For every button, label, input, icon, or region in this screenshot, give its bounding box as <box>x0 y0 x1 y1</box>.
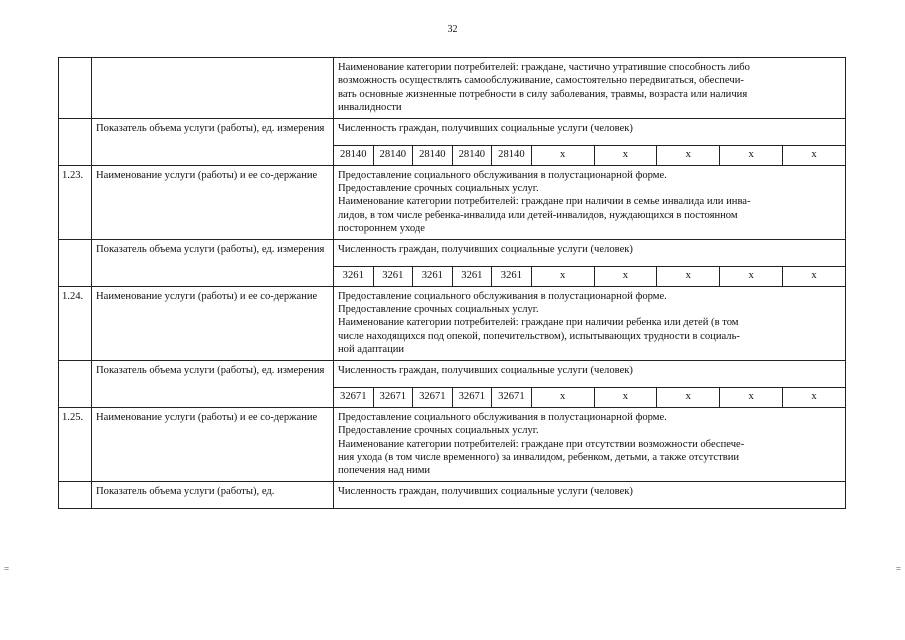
service-content <box>334 286 846 360</box>
x-cell: x <box>594 267 657 286</box>
service-line: ной адаптации <box>338 344 405 356</box>
indicator-header: Численность граждан, получивших социальные услуги (человек) <box>334 239 846 266</box>
row-number-cell <box>59 481 92 508</box>
values-table <box>334 146 845 165</box>
x-cell: x <box>531 146 594 165</box>
service-line: числе находящихся под опекой, попечительством), испытывающих трудности в социаль- <box>338 330 740 342</box>
row-number-cell <box>59 58 92 119</box>
indicator-header: Численность граждан, получивших социальные услуги (человек) <box>334 481 846 508</box>
row-number-cell <box>59 118 92 165</box>
x-cell: x <box>783 388 845 407</box>
service-line: попечения над ними <box>338 465 431 477</box>
x-cell: x <box>594 388 657 407</box>
indicator-label: Показатель объема услуги (работы), ед. <box>92 481 334 508</box>
x-cell: x <box>657 388 720 407</box>
value-cell: 32671 <box>340 391 367 403</box>
row-number: 1.24. <box>59 286 92 360</box>
value-cell: 3261 <box>373 267 413 286</box>
indicator-label: Показатель объема услуги (работы), ед. измерения <box>92 360 334 407</box>
page-number: 32 <box>447 24 458 35</box>
x-cell: x <box>594 146 657 165</box>
row-number-cell <box>59 360 92 407</box>
indicator-label: Показатель объема услуги (работы), ед. измерения <box>92 118 334 165</box>
value-cell: 3261 <box>492 267 532 286</box>
service-label: Наименование услуги (работы) и ее со-держание <box>92 165 334 239</box>
service-row <box>59 407 846 481</box>
service-row <box>59 165 846 239</box>
category-line: Наименование категории потребителей: граждане, частично утратившие способность либо <box>338 62 750 73</box>
indicator-header: Численность граждан, получивших социальные услуги (человек) <box>334 360 846 387</box>
indicator-header-row <box>59 118 846 145</box>
service-label: Наименование услуги (работы) и ее со-держание <box>92 286 334 360</box>
category-row <box>59 58 846 119</box>
service-line: Наименование категории потребителей: граждане при наличии в семье инвалида или инва- <box>338 196 751 208</box>
value-cell: 32671 <box>413 388 453 407</box>
value-cell: 28140 <box>452 146 492 165</box>
value-cell: 28140 <box>373 146 413 165</box>
service-line: Наименование категории потребителей: граждане при отсутствии возможности обеспече- <box>338 438 745 450</box>
margin-mark-left: = <box>4 564 10 574</box>
indicator-label: Показатель объема услуги (работы), ед. измерения <box>92 239 334 286</box>
service-line: Предоставление срочных социальных услуг. <box>338 425 539 437</box>
services-table <box>58 57 846 509</box>
x-cell: x <box>783 146 845 165</box>
values-cell <box>334 387 846 407</box>
value-cell: 32671 <box>492 388 532 407</box>
indicator-header-row <box>59 239 846 266</box>
x-cell: x <box>720 267 783 286</box>
service-line: Наименование категории потребителей: граждане при наличии ребенка или детей (в том <box>338 317 739 329</box>
indicator-header-row <box>59 360 846 387</box>
x-cell: x <box>531 388 594 407</box>
value-cell: 28140 <box>413 146 453 165</box>
category-line: инвалидности <box>338 102 402 114</box>
service-content <box>334 165 846 239</box>
value-cell: 3261 <box>342 270 364 282</box>
category-line: вать основные жизненные потребности в силу заболевания, травмы, возраста или наличия <box>338 88 748 100</box>
x-cell: x <box>657 146 720 165</box>
x-cell: x <box>720 146 783 165</box>
margin-mark-right: = <box>895 564 901 574</box>
category-line: возможность осуществлять самообслуживание, самостоятельно передвигаться, обеспечи- <box>338 75 744 87</box>
values-table <box>334 388 845 407</box>
indicator-header: Численность граждан, получивших социальные услуги (человек) <box>334 118 846 145</box>
value-cell: 28140 <box>340 149 367 161</box>
value-cell: 32671 <box>452 388 492 407</box>
row-number: 1.25. <box>59 407 92 481</box>
service-line: постороннем уходе <box>338 223 425 235</box>
service-content <box>334 407 846 481</box>
x-cell: x <box>531 267 594 286</box>
service-line: ния ухода (в том числе временного) за инвалидом, ребенком, детьми, а также отсутствии <box>338 451 740 463</box>
values-cell <box>334 145 846 165</box>
service-line: лидов, в том числе ребенка-инвалида или детей-инвалидов, нуждающихся в постоянном <box>338 209 738 221</box>
row-number: 1.23. <box>59 165 92 239</box>
service-line: Предоставление срочных социальных услуг. <box>338 183 539 195</box>
x-cell: x <box>783 267 845 286</box>
label-cell <box>92 58 334 119</box>
value-cell: 32671 <box>373 388 413 407</box>
service-line: Предоставление социального обслуживания в полустационарной форме. <box>338 411 667 423</box>
x-cell: x <box>720 388 783 407</box>
row-number-cell <box>59 239 92 286</box>
category-cell <box>334 58 846 119</box>
value-cell: 3261 <box>452 267 492 286</box>
indicator-header-row <box>59 481 846 508</box>
service-line: Предоставление срочных социальных услуг. <box>338 304 539 316</box>
x-cell: x <box>657 267 720 286</box>
values-cell <box>334 266 846 286</box>
service-label: Наименование услуги (работы) и ее со-держание <box>92 407 334 481</box>
service-row <box>59 286 846 360</box>
service-line: Предоставление социального обслуживания в полустационарной форме. <box>338 169 667 181</box>
value-cell: 3261 <box>413 267 453 286</box>
service-line: Предоставление социального обслуживания в полустационарной форме. <box>338 290 667 302</box>
values-table <box>334 267 845 286</box>
value-cell: 28140 <box>492 146 532 165</box>
